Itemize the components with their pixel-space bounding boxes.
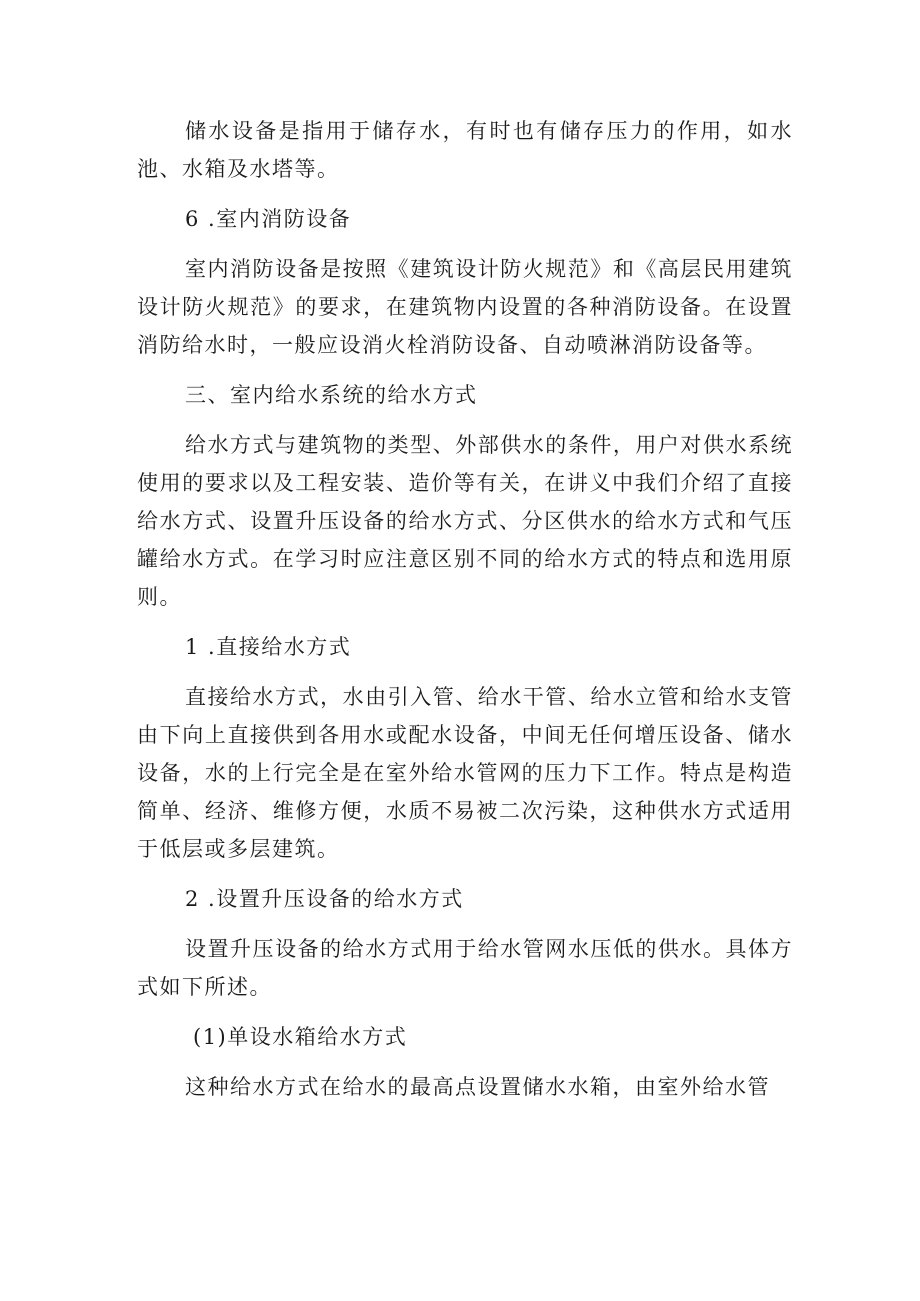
paragraph-indoor-fire-equipment: 室内消防设备是按照《建筑设计防火规范》和《高层民用建筑设计防火规范》的要求，在建筑物内设置的各种消防设备。在设置消防给水时，一般应设消火栓消防设备、自动喷淋消防设备等。	[137, 257, 793, 357]
paragraph-single-tank: 这种给水方式在给水的最高点设置储水水箱，由室外给水管	[185, 1075, 770, 1099]
paragraph-booster-supply: 设置升压设备的给水方式用于给水管网水压低的供水。具体方式如下所述。	[137, 937, 793, 999]
heading-booster-supply: 2 .设置升压设备的给水方式	[185, 887, 464, 911]
paragraph-water-supply-methods: 给水方式与建筑物的类型、外部供水的条件，用户对供水系统使用的要求以及工程安装、造价等有关，在讲义中我们介绍了直接给水方式、设置升压设备的给水方式、分区供水的给水方式和气压罐给水方式。在学习时应注意区别不同的给水方式的特点和选用原则。	[137, 433, 793, 609]
heading-direct-supply: 1 .直接给水方式	[185, 635, 352, 659]
subheading-single-tank: (1)单设水箱给水方式	[193, 1025, 408, 1049]
paragraph-direct-supply: 直接给水方式，水由引入管、给水干管、给水立管和给水支管由下向上直接供到各用水或配水设备，中间无任何增压设备、储水设备，水的上行完全是在室外给水管网的压力下工作。特点是构造简单、经济、维修方便，水质不易被二次污染，这种供水方式适用于低层或多层建筑。	[137, 685, 793, 861]
heading-indoor-fire-equipment: 6 .室内消防设备	[185, 207, 352, 231]
document-page	[137, 112, 793, 1106]
heading-water-supply-methods: 三、室内给水系统的给水方式	[185, 383, 478, 407]
paragraph-storage-equipment: 储水设备是指用于储存水，有时也有储存压力的作用，如水池、水箱及水塔等。	[137, 119, 793, 181]
